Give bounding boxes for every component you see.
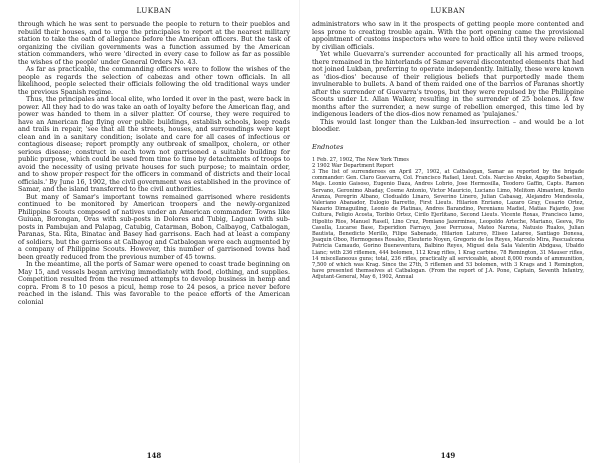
endnote: 1 Feb. 27, 1902, The New York Times [312, 156, 409, 163]
paragraph: In the meantime, all the ports of Samar were opened to coast trade beginning on May 15, and vessels began arriving immediately with food, clothing, and supplies. Competition resulted from the resumed attempts to develop business in hemp and copra. From 8 to 10 pesos a picul, hemp rose to 24 pesos, a price never before reached in the island. This was favorable to the peace efforts of the American colonial [18, 260, 290, 306]
page-number: 148 [146, 451, 162, 460]
page-number: 149 [440, 451, 456, 460]
endnotes-heading: Endnotes [312, 142, 344, 151]
body-text [312, 21, 584, 134]
endnotes [312, 157, 584, 281]
paragraph: But many of Samar's important towns remained garrisoned where residents continued to be monitored by American troopers and the newly-organized Philippine Scouts composed of natives under an American commander. Towns like Guiuan, Borongan, Oras with sub-posts in Dolores and Tubig, Laguan with sub-posts in Pambujan and Palapag, Catubig, Catarman, Bobon, Calbayog, Catbalogan, Paranas, Sta. Rita, Binatac and Basey had garrisons. Each had at least a company of soldiers, but the garrisons at Calbayog and Catbalogan were each augmented by a company of Philippine Scouts. However, this number of garrisoned towns had been greatly reduced from the previous number of 45 towns. [18, 192, 290, 261]
right-page [300, 0, 600, 463]
paragraph: administrators who saw in it the prospects of getting people more contented and less prone to creating trouble again. With the port opening came the provisional appointment of customs inspectors who were to hold office until they were relieved by civilian officials. [312, 20, 584, 51]
paragraph: Yet while Guevarra's surrender accounted for practically all his armed troops, there remained in the hinterlands of Samar several discontented elements that had not joined Lukban, preferring to operate independently. Initially, these were known as 'dios-dios' because of their religious beliefs that purportedly made them invulnerable to bullets. A band of them raided one of the barrios of Paranas shortly after the surrender of Guevarra's troops, but they were repulsed by the Philippine Scouts under Lt. Allan Walker, resulting in the surrender of 25 bolenos. A few months after the surrender, a new surge of rebellion emerged, this time led by indigenous leaders of the dios-dios now renamed as 'pulajanes.' [312, 50, 584, 118]
body-text [18, 21, 290, 306]
paragraph: Thus, the principales and local elite, who lorded it over in the past, were back in power. All they had to do was take an oath of loyalty before the American flag, and power was handed to them in a silver platter. Of course, they were required to have an American flag flying over public buildings, establish schools, keep roads and trails in repair, 'see that all the streets, houses, and surroundings were kept clean and in a sanitary condition; isolate and care for all cases of infectious or contagious disease; report promptly any outbreak of smallpox, cholera, or other serious disease; construct in each town not garrisoned a suitable building for public purpose, which could be used from time to time by detachments of troops to avoid the necessity of using private houses for such purpose; to maintain order, and to show proper respect for the officers in command of districts and their local officials.' By June 16, 1902, the civil government was established in the province of Samar, and the island transferred to the civil authorities. [18, 95, 290, 193]
running-head: LUKBAN [136, 6, 172, 15]
endnote: 2 1902 War Department Report [312, 162, 394, 169]
running-head: LUKBAN [430, 6, 466, 15]
paragraph: As far as practicable, the commanding officers were to follow the wishes of the people as regards the selection of cabezas and other town officials. In all likelihood, people selected their officials following the old traditional ways under the previous Spanish regime. [18, 65, 290, 96]
endnote: 3 The list of surrenderees on April 27, 1902, at Catbalogan, Samar as reported by the brigade commander: Gen. Claro Guevarra, Col. Francisco Rafael, Lieut. Cols. Narciso Abuke, Agapito Sebastian, Majs. Leonio Gaisoso, Eugenio Daza, Andres Lobrio, Jose Hermosilla, Teodoro Gaffin, Capts. Ramon Servano, Geronimo Abaday, Cosme Antonio, Victor Mauricio, Luciano Limo, Melitom Almanteni, Benito Aranza, Peregrin Albano, Clodualdo Linaro, Severino Linero, Julian Cabasag, Alejandro Mendesola, Valeriano Abanador, Eulogio Barretto, First Lieuts. Hilarion Enriano, Lazaro Gray, Cesario Ortez, Nazario Dimaguiling, Leonio de Platinas, Andres Barandino, Perenianu Madiel, Matias Fajardo, Jose Cultura, Feligio Acosta, Toribio Ortez, Cirilo Ejerlitano, Second Lieuts. Vicente Roxas, Francisco Iamo, Hipolito Rios, Manuel Rasell, Lino Cruz, Pomiano Jazermines, Leopoldo Arteche, Mariano, Geeva, Pio Casulla, Lucarse Base, Esperidion Farrayo, Jose Perruosa, Mateo Narona, Natusio Rualos, Julian Bautista, Benedicto Merillo, Filipe Sabenado, Hilarion Laturvo, Eliseo Lataree, Santiago Donesa, Joaquin Oboo, Hermogenes Rosales, Eleuterio Noyen, Gregorio de los Reyes, Marcelo Mira, Pascualcona Patricia Camaudo, Gorino Bueneventura, Balbino Reyes, Miguel dela Sala Valentin Abdgasa, Ubaldo Lianc; with 236 riflemen, 444 bolomen, 112 Krag rifles, 1 Krag carbine, 78 Remington, 31 Mauser rifles, 14 miscellaneous guns; total, 236 rifles, practically all serviceable, about 8,000 rounds of ammunition, 7,500 of which was Krag. Since the 27th, 5 riflemen and 53 bolomen, with 3 Krags and 1 Remington, have presented themselves at Catbalogan. (From the report of J.A. Pone, Captain, Seventh Infantry, Adjutant-General, May 6, 1902, Annual [312, 168, 584, 281]
paragraph: through which he was sent to persuade the people to return to their pueblos and rebuild their houses, and to urge the principales to report at the nearest military station to take the oath of allegiance before the American officers. But the task of organizing the civilian governments was a function assumed by the American station commanders, who were 'directed in every case to follow as far as possible the wishes of the people' under General Orders No. 43. [18, 20, 290, 66]
paragraph: This would last longer than the Lukban-led insurrection – and would be a lot bloodier. [312, 117, 584, 133]
